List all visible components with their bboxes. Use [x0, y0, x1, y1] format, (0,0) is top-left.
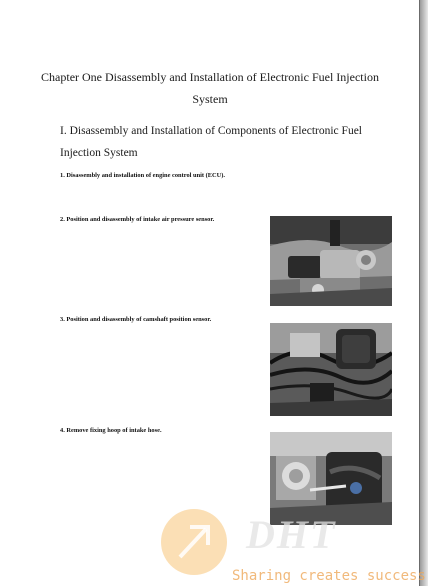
step-2-text: 2. Position and disassembly of intake air pressure sensor.: [60, 216, 215, 223]
step-4-text: 4. Remove fixing hoop of intake hose.: [60, 427, 162, 434]
intake-air-pressure-sensor-photo: [270, 216, 392, 306]
page-edge-shadow: [420, 0, 428, 586]
arrow-icon: [172, 519, 216, 563]
camshaft-position-sensor-photo: [270, 323, 392, 416]
section-heading: I. Disassembly and Installation of Components of Electronic Fuel Injection System: [60, 125, 362, 159]
chapter-title: Chapter One Disassembly and Installation of Electronic Fuel Injection System: [41, 70, 379, 106]
step-3-text: 3. Position and disassembly of camshaft position sensor.: [60, 316, 212, 323]
watermark: [150, 505, 428, 586]
step-1-text: 1. Disassembly and installation of engine control unit (ECU).: [60, 172, 225, 179]
watermark-logo: DHT: [246, 512, 337, 557]
watermark-slogan: Sharing creates success: [232, 568, 426, 584]
